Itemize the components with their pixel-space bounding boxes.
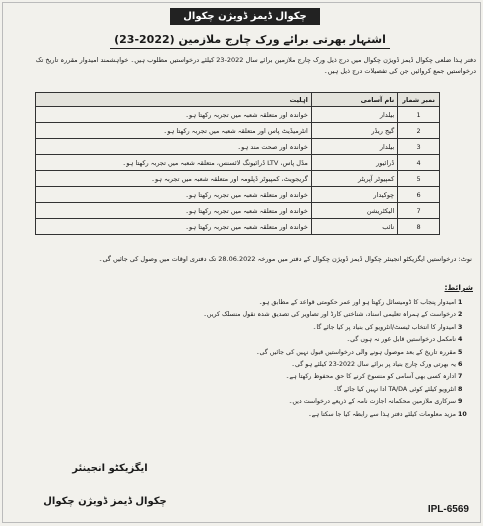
table-row [36, 187, 440, 203]
condition-item [10, 409, 472, 421]
row-post-name: ڈرائیور [311, 155, 397, 171]
condition-item [10, 359, 472, 371]
condition-number: 10 [458, 410, 467, 418]
conditions-list [10, 297, 472, 421]
table-row [36, 171, 440, 187]
condition-text: امیدوار کا انتخاب ٹیسٹ/انٹرویو کی بنیاد پر کیا جائے گا۔ [312, 323, 456, 331]
condition-number: 8 [458, 385, 463, 393]
signature-office: چکوال ڈیمز ڈویژن چکوال [43, 496, 167, 507]
row-serial: 7 [398, 203, 440, 219]
condition-text: نامکمل درخواستیں قابل غور نہ ہوں گی۔ [346, 336, 456, 344]
row-qualification: خواندہ اور متعلقہ شعبہ میں تجربہ رکھتا ہو۔ [36, 107, 312, 123]
row-post-name: بیلدار [311, 107, 397, 123]
condition-number: 3 [458, 323, 463, 331]
condition-number: 9 [458, 398, 463, 406]
condition-item [10, 322, 472, 334]
table-row [36, 139, 440, 155]
row-qualification: خواندہ اور متعلقہ شعبہ میں تجربہ رکھتا ہو۔ [36, 203, 312, 219]
row-qualification: خواندہ اور متعلقہ شعبہ میں تجربہ رکھتا ہو۔ [36, 219, 312, 235]
row-serial: 6 [398, 187, 440, 203]
condition-text: درخواست کے ہمراہ تعلیمی اسناد، شناختی کارڈ اور تصاویر کی تصدیق شدہ نقول منسلک کریں۔ [203, 311, 456, 319]
ad-subtitle: اشتہار بھرتی برائے ورک چارج ملازمین (2022-23) [110, 32, 390, 49]
row-serial: 1 [398, 107, 440, 123]
intro-paragraph: دفتر ہذا ضلعی چکوال ڈیمز ڈویژن چکوال میں درج ذیل ورک چارج ملازمین برائے سال 2022-23 کیلئے درخواستیں مطلوب ہیں۔ خواہشمند امیدوار مقررہ تاریخ تک درخواستیں جمع کروائیں جن کی تفصیلات درج ذیل ہیں۔ [35, 56, 476, 75]
condition-item [10, 347, 472, 359]
row-post-name: بیلدار [311, 139, 397, 155]
condition-number: 6 [458, 361, 463, 369]
condition-number: 4 [458, 336, 463, 344]
condition-number: 2 [458, 311, 463, 319]
table-header-row [36, 93, 440, 107]
row-qualification: گریجویٹ، کمپیوٹر ڈپلومہ اور متعلقہ شعبہ میں تجربہ ہو۔ [36, 171, 312, 187]
row-qualification: خواندہ اور صحت مند ہو۔ [36, 139, 312, 155]
condition-text: یہ بھرتی ورک چارج بنیاد پر برائے سال 2022-23 کیلئے ہو گی۔ [291, 361, 456, 369]
conditions-title: شرائط: [444, 283, 473, 292]
condition-number: 1 [458, 299, 463, 306]
row-post-name: چوکیدار [311, 187, 397, 203]
row-serial: 5 [398, 171, 440, 187]
row-qualification: انٹرمیڈیٹ پاس اور متعلقہ شعبہ میں تجربہ رکھتا ہو۔ [36, 123, 312, 139]
condition-text: مزید معلومات کیلئے دفتر ہذا سے رابطہ کیا جا سکتا ہے۔ [307, 410, 456, 418]
condition-item [10, 297, 472, 309]
row-qualification: مڈل پاس، LTV ڈرائیونگ لائسنس، متعلقہ شعبہ میں تجربہ رکھتا ہو۔ [36, 155, 312, 171]
table-row [36, 123, 440, 139]
table-row [36, 203, 440, 219]
row-serial: 8 [398, 219, 440, 235]
condition-text: سرکاری ملازمین محکمانہ اجازت نامہ کے ذریعے درخواست دیں۔ [288, 398, 456, 406]
condition-item [10, 384, 472, 396]
header-post-name: نام آسامی [311, 93, 397, 107]
table-row [36, 107, 440, 123]
condition-item [10, 396, 472, 408]
table-row [36, 219, 440, 235]
condition-item [10, 371, 472, 383]
posts-table [35, 92, 440, 235]
row-post-name: الیکٹریشن [311, 203, 397, 219]
header-serial: نمبر شمار [398, 93, 440, 107]
condition-number: 7 [458, 373, 463, 381]
row-qualification: خواندہ اور متعلقہ شعبہ میں تجربہ رکھتا ہو۔ [36, 187, 312, 203]
submission-note: نوٹ: درخواستیں ایگزیکٹو انجینئر چکوال ڈیمز ڈویژن چکوال کے دفتر میں مورخہ 28.06.2022 تک دفتری اوقات میں وصول کی جائیں گی۔ [98, 255, 472, 263]
signature-designation: ایگزیکٹو انجینئر [72, 463, 148, 474]
condition-text: امیدوار پنجاب کا ڈومیسائل رکھتا ہو اور عمر حکومتی قواعد کے مطابق ہو۔ [258, 299, 456, 306]
condition-item [10, 309, 472, 321]
row-post-name: نائب [311, 219, 397, 235]
ipl-number: IPL-6569 [427, 504, 469, 515]
table-row [36, 155, 440, 171]
row-serial: 2 [398, 123, 440, 139]
condition-text: ادارہ کسی بھی آسامی کو منسوخ کرنے کا حق محفوظ رکھتا ہے۔ [285, 373, 456, 381]
row-serial: 4 [398, 155, 440, 171]
row-serial: 3 [398, 139, 440, 155]
condition-item [10, 334, 472, 346]
row-post-name: گیج ریڈر [311, 123, 397, 139]
office-title: چکوال ڈیمز ڈویژن چکوال [170, 8, 320, 25]
condition-number: 5 [458, 348, 463, 356]
row-post-name: کمپیوٹر آپریٹر [311, 171, 397, 187]
header-qualification: اہلیت [36, 93, 312, 107]
condition-text: مقررہ تاریخ کے بعد موصول ہونے والی درخواستیں قبول نہیں کی جائیں گی۔ [255, 348, 456, 356]
condition-text: انٹرویو کیلئے کوئی TA/DA ادا نہیں کیا جائے گا۔ [333, 385, 456, 393]
